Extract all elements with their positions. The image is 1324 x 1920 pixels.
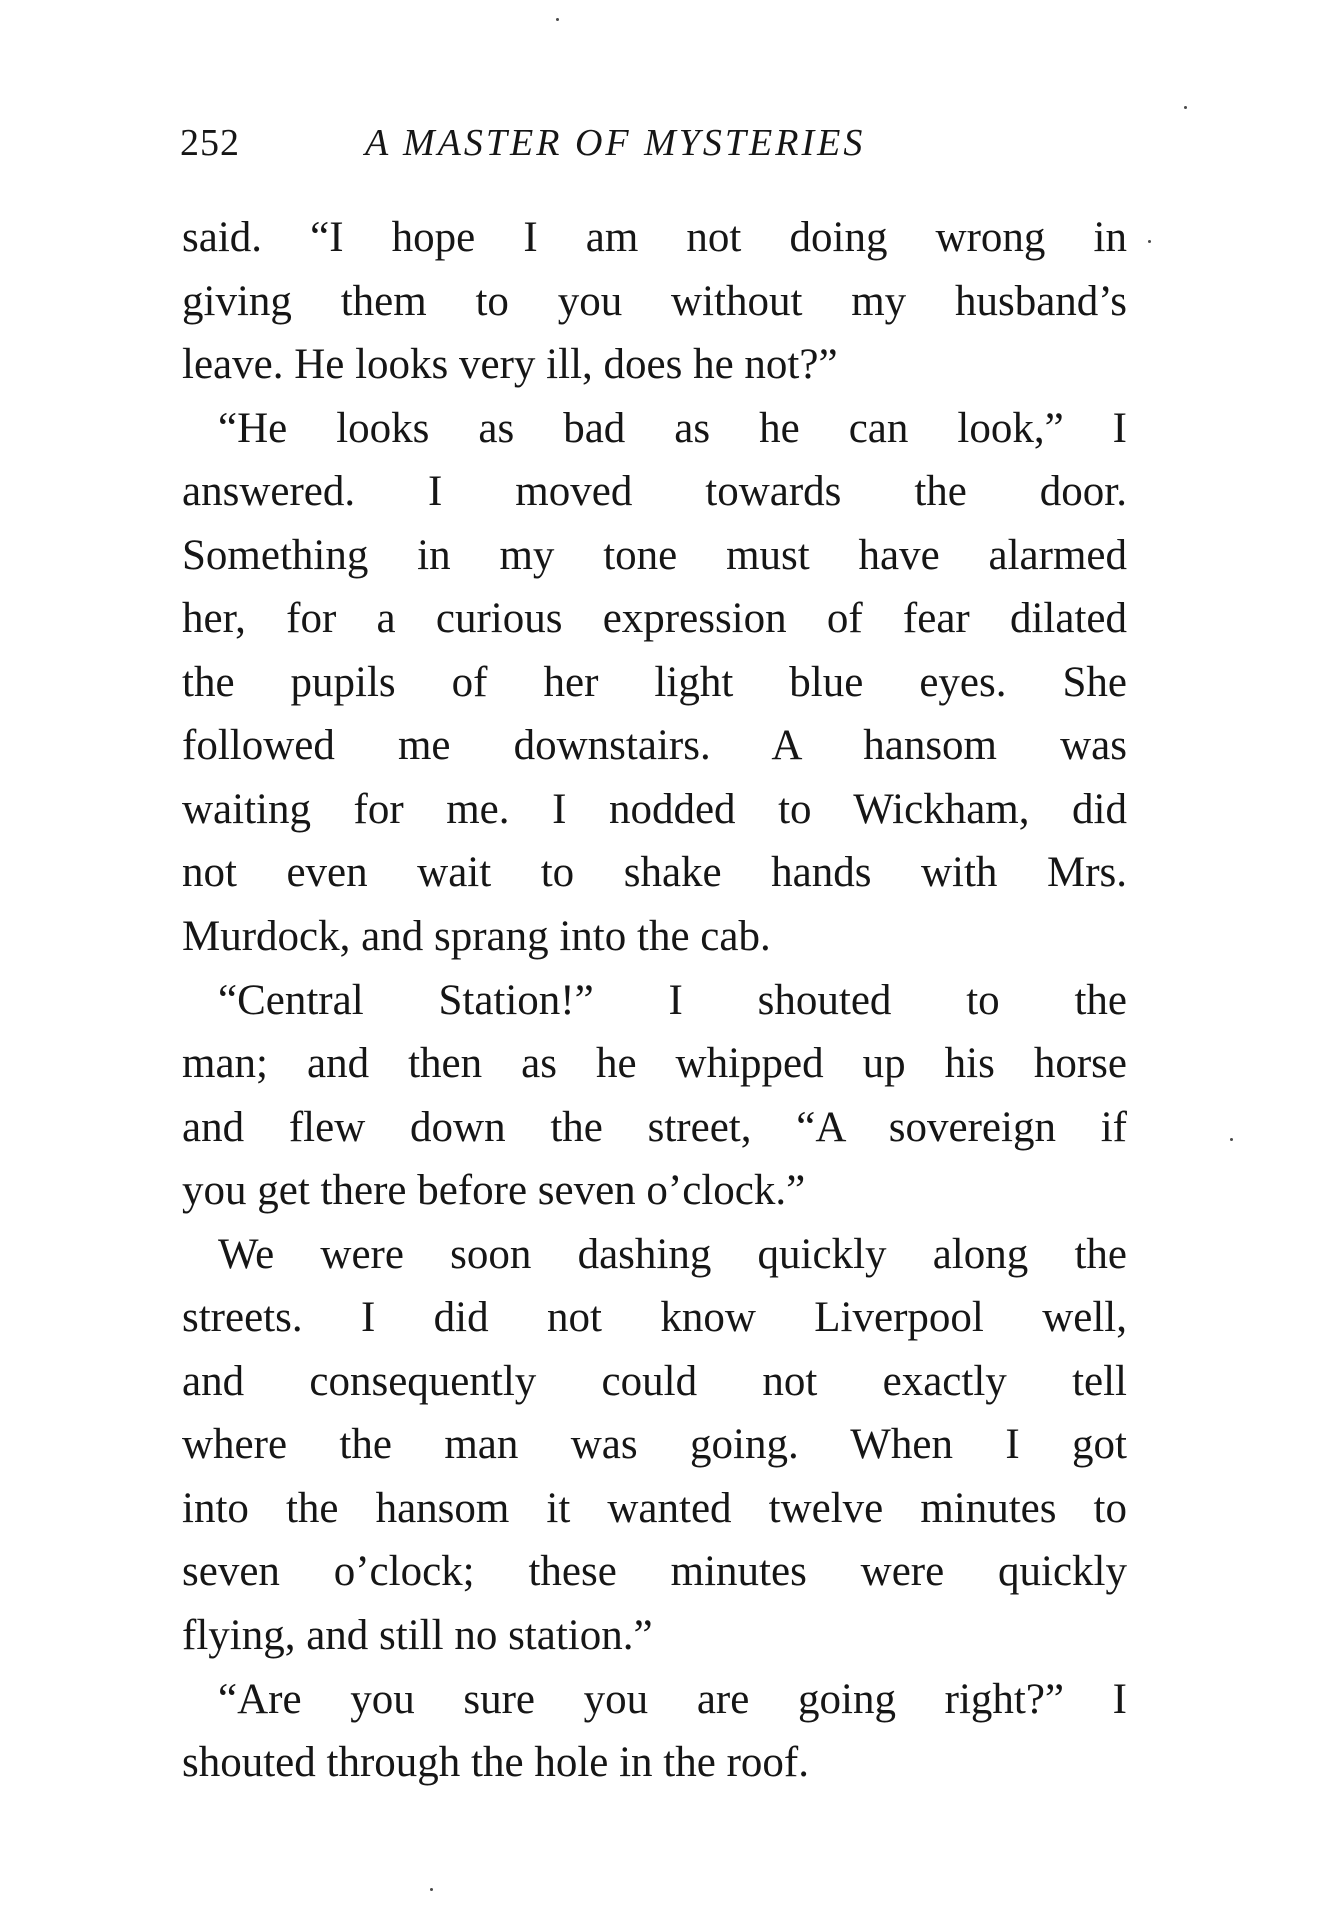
text-line: and consequently could not exactly tell [182, 1357, 1127, 1405]
text-line: and flew down the street, “A sovereign if [182, 1103, 1127, 1151]
page-number: 252 [180, 122, 240, 164]
text-line: followed me downstairs. A hansom was [182, 722, 1127, 770]
text-line: not even wait to shake hands with Mrs. [182, 849, 1127, 897]
paper-speck [1230, 1138, 1233, 1141]
paper-speck [1184, 106, 1187, 109]
text-line: Murdock, and sprang into the cab. [182, 913, 771, 961]
text-line: “Are you sure you are going right?” I [218, 1675, 1127, 1723]
text-line: man; and then as he whipped up his horse [182, 1040, 1127, 1088]
text-line: Something in my tone must have alarmed [182, 531, 1127, 579]
text-line: said. “I hope I am not doing wrong in [182, 214, 1127, 261]
paper-speck [430, 1888, 433, 1891]
paper-speck [1148, 240, 1151, 243]
text-line: leave. He looks very ill, does he not?” [182, 341, 838, 389]
text-line: answered. I moved towards the door. [182, 468, 1127, 516]
text-line: “He looks as bad as he can look,” I [218, 404, 1127, 452]
text-line: you get there before seven o’clock.” [182, 1167, 806, 1215]
text-line: giving them to you without my husband’s [182, 277, 1127, 325]
text-line: where the man was going. When I got [182, 1421, 1127, 1469]
running-head [180, 118, 1130, 168]
text-line: shouted through the hole in the roof. [182, 1739, 809, 1787]
text-line: flying, and still no station.” [182, 1612, 653, 1660]
text-line: into the hansom it wanted twelve minutes to [182, 1484, 1127, 1532]
text-line: We were soon dashing quickly along the [218, 1230, 1127, 1278]
text-line: her, for a curious expression of fear dilated [182, 595, 1127, 643]
text-line: streets. I did not know Liverpool well, [182, 1294, 1127, 1342]
text-line: “Central Station!” I shouted to the [218, 976, 1127, 1024]
paper-speck [556, 18, 559, 21]
body-text [182, 206, 1127, 1795]
text-line: the pupils of her light blue eyes. She [182, 658, 1127, 706]
text-line: waiting for me. I nodded to Wickham, did [182, 785, 1127, 833]
running-title: A MASTER OF MYSTERIES [365, 122, 866, 164]
text-line: seven o’clock; these minutes were quickly [182, 1548, 1127, 1596]
